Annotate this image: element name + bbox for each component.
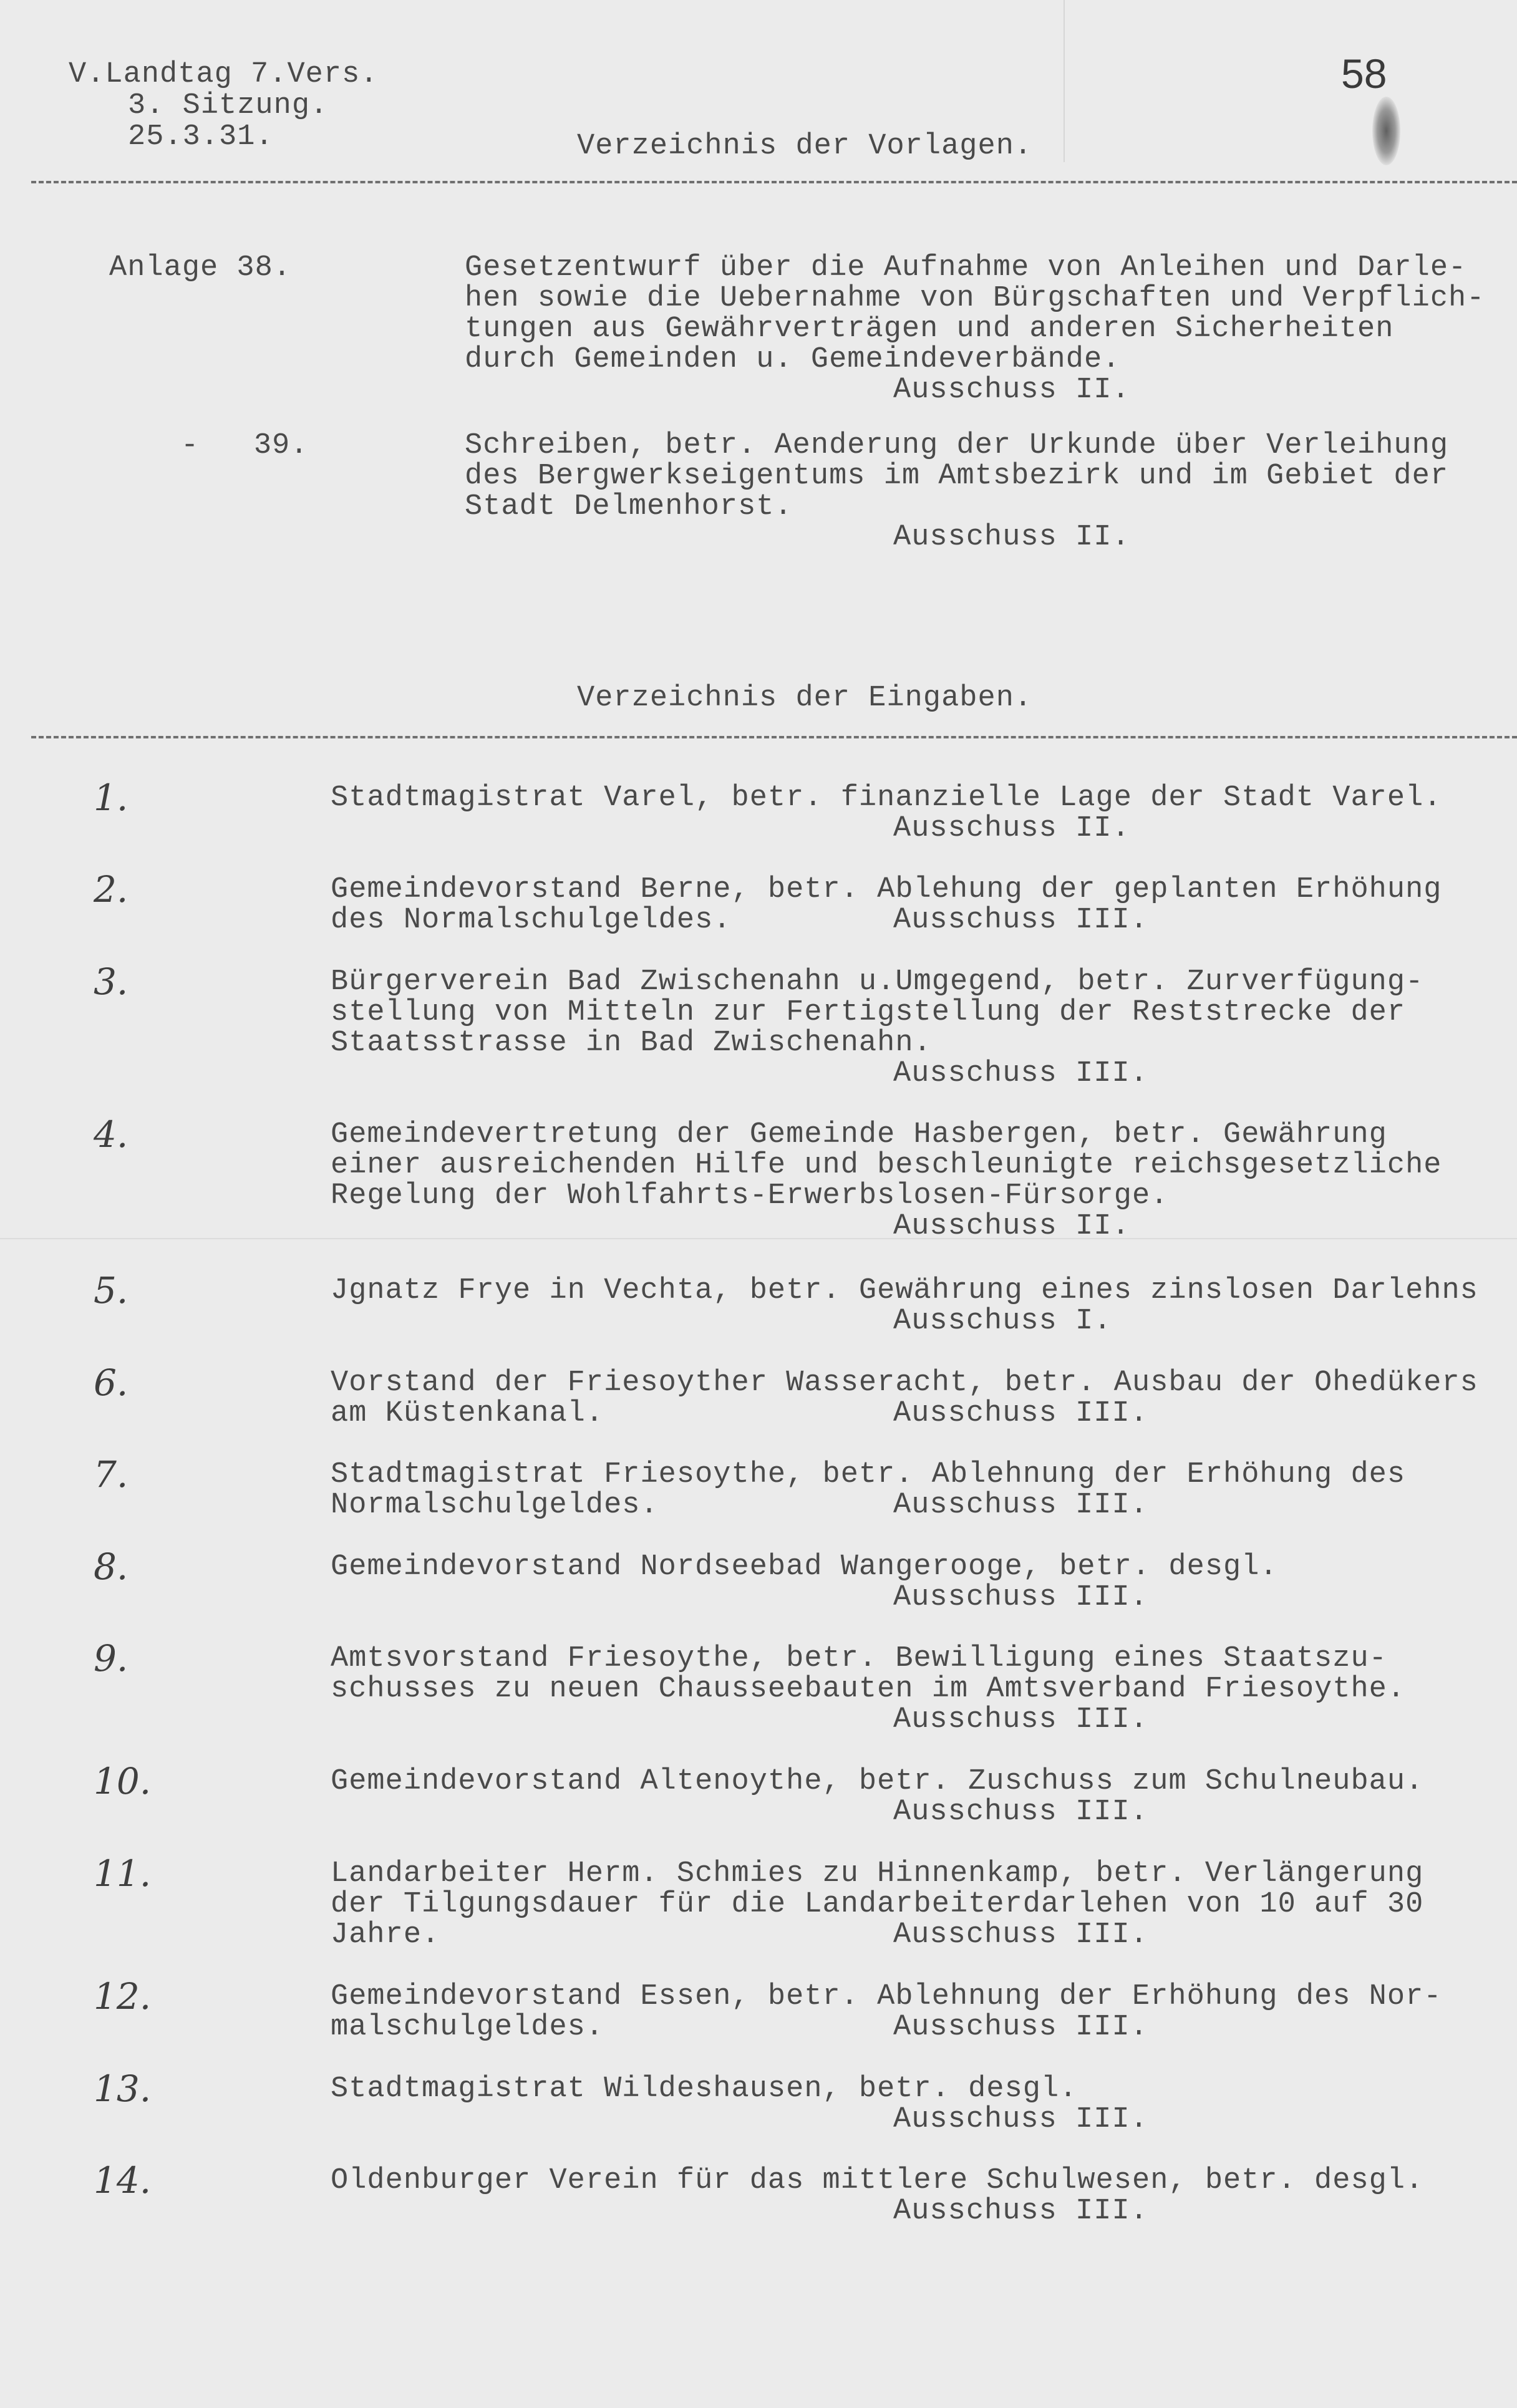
vorlage-committee: Ausschuss II. [893, 521, 1130, 554]
eingabe-number: 1. [94, 776, 128, 819]
vorlage-text-line: durch Gemeinden u. Gemeindeverbände. [465, 343, 1121, 376]
vorlage-text-line: Gesetzentwurf über die Aufnahme von Anleihen und Darle- [465, 251, 1467, 284]
eingabe-text-line: Amtsvorstand Friesoythe, betr. Bewilligung eines Staatszu- [331, 1642, 1387, 1675]
vorlage-committee: Ausschuss II. [893, 374, 1130, 407]
eingabe-text-line: schusses zu neuen Chausseebauten im Amtsverband Friesoythe. [331, 1673, 1406, 1706]
eingabe-committee: Ausschuss III. [893, 1581, 1148, 1614]
eingabe-text-line: Regelung der Wohlfahrts-Erwerbslosen-Fürsorge. [331, 1179, 1169, 1212]
eingabe-committee: Ausschuss III. [893, 1057, 1148, 1090]
vorlage-text-line: des Bergwerkseigentums im Amtsbezirk und im Gebiet der [465, 460, 1449, 493]
eingabe-text-line: einer ausreichenden Hilfe und beschleunigte reichsgesetzliche [331, 1149, 1442, 1182]
eingabe-number: 4. [94, 1113, 128, 1156]
eingaben-heading: Verzeichnis der Eingaben. [577, 682, 1033, 715]
eingabe-committee: Ausschuss III. [893, 1489, 1148, 1522]
eingabe-number: 10. [94, 1760, 152, 1802]
vorlage-label: Anlage 38. [109, 251, 292, 284]
eingabe-text-line: Jgnatz Frye in Vechta, betr. Gewährung eines zinslosen Darlehns [331, 1274, 1478, 1307]
eingabe-text-line: des Normalschulgeldes. [331, 904, 732, 937]
eingabe-text-line: der Tilgungsdauer für die Landarbeiterdarlehen von 10 auf 30 [331, 1888, 1424, 1921]
eingabe-text-line: Stadtmagistrat Friesoythe, betr. Ablehnung der Erhöhung des [331, 1458, 1406, 1491]
eingabe-committee: Ausschuss II. [893, 812, 1130, 845]
eingabe-number: 11. [94, 1852, 152, 1895]
vorlagen-heading: Verzeichnis der Vorlagen. [577, 130, 1033, 163]
eingabe-number: 13. [94, 2067, 152, 2110]
eingabe-number: 6. [94, 1361, 128, 1404]
header-sitting-line: 3. Sitzung. [128, 89, 329, 122]
eingabe-text-line: Gemeindevertretung der Gemeinde Hasbergen, betr. Gewährung [331, 1118, 1387, 1151]
ink-smudge-mark [1372, 97, 1400, 165]
vorlage-text-line: Schreiben, betr. Aenderung der Urkunde über Verleihung [465, 429, 1449, 462]
eingabe-text-line: Gemeindevorstand Essen, betr. Ablehnung der Erhöhung des Nor- [331, 1980, 1442, 2013]
eingabe-text-line: malschulgeldes. [331, 2011, 604, 2044]
eingabe-committee: Ausschuss III. [893, 1796, 1148, 1829]
eingabe-text-line: Landarbeiter Herm. Schmies zu Hinnenkamp, betr. Verlängerung [331, 1857, 1424, 1890]
eingabe-text-line: Staatsstrasse in Bad Zwischenahn. [331, 1027, 932, 1060]
eingabe-text-line: Gemeindevorstand Berne, betr. Ablehung der geplanten Erhöhung [331, 873, 1442, 906]
vorlage-text-line: tungen aus Gewährverträgen und anderen Sicherheiten [465, 312, 1394, 346]
eingabe-committee: Ausschuss II. [893, 1210, 1130, 1243]
eingabe-text-line: Stadtmagistrat Varel, betr. finanzielle Lage der Stadt Varel. [331, 781, 1442, 815]
eingabe-number: 12. [94, 1975, 152, 2018]
eingabe-text-line: Vorstand der Friesoyther Wasseracht, betr. Ausbau der Ohedükers [331, 1366, 1478, 1400]
eingabe-committee: Ausschuss III. [893, 2103, 1148, 2136]
eingabe-committee: Ausschuss III. [893, 1703, 1148, 1736]
eingabe-text-line: Gemeindevorstand Nordseebad Wangerooge, betr. desgl. [331, 1550, 1278, 1584]
eingabe-committee: Ausschuss III. [893, 904, 1148, 937]
dashed-rule-eingaben [31, 736, 1517, 738]
vorlage-text-line: hen sowie die Uebernahme von Bürgschaften und Verpflich- [465, 282, 1485, 315]
eingabe-number: 9. [94, 1637, 128, 1680]
eingabe-number: 3. [94, 960, 128, 1003]
paper-fold-horizontal [0, 1238, 1517, 1239]
eingabe-text-line: Jahre. [331, 1918, 440, 1951]
eingabe-text-line: stellung von Mitteln zur Fertigstellung der Reststrecke der [331, 996, 1406, 1029]
eingabe-number: 5. [94, 1269, 128, 1312]
eingabe-committee: Ausschuss III. [893, 2011, 1148, 2044]
eingabe-committee: Ausschuss III. [893, 2195, 1148, 2228]
eingabe-number: 2. [94, 868, 128, 911]
page-number: 58 [1341, 51, 1387, 97]
eingabe-committee: Ausschuss I. [893, 1305, 1112, 1338]
header-session-line: V.Landtag 7.Vers. [69, 58, 379, 91]
eingabe-number: 14. [94, 2159, 152, 2202]
eingabe-text-line: Gemeindevorstand Altenoythe, betr. Zuschuss zum Schulneubau. [331, 1765, 1424, 1798]
eingabe-committee: Ausschuss III. [893, 1918, 1148, 1951]
eingabe-text-line: am Küstenkanal. [331, 1397, 604, 1430]
header-date: 25.3.31. [128, 120, 274, 153]
eingabe-text-line: Stadtmagistrat Wildeshausen, betr. desgl. [331, 2072, 1078, 2106]
eingabe-number: 8. [94, 1545, 128, 1588]
eingabe-text-line: Oldenburger Verein für das mittlere Schulwesen, betr. desgl. [331, 2164, 1424, 2197]
vorlage-label: - 39. [181, 429, 309, 462]
eingabe-text-line: Bürgerverein Bad Zwischenahn u.Umgegend, betr. Zurverfügung- [331, 965, 1424, 998]
paper-fold-line [1064, 0, 1065, 162]
eingabe-text-line: Normalschulgeldes. [331, 1489, 659, 1522]
eingabe-number: 7. [94, 1453, 128, 1496]
vorlage-text-line: Stadt Delmenhorst. [465, 490, 793, 523]
dashed-rule-top [31, 181, 1517, 183]
eingabe-committee: Ausschuss III. [893, 1397, 1148, 1430]
